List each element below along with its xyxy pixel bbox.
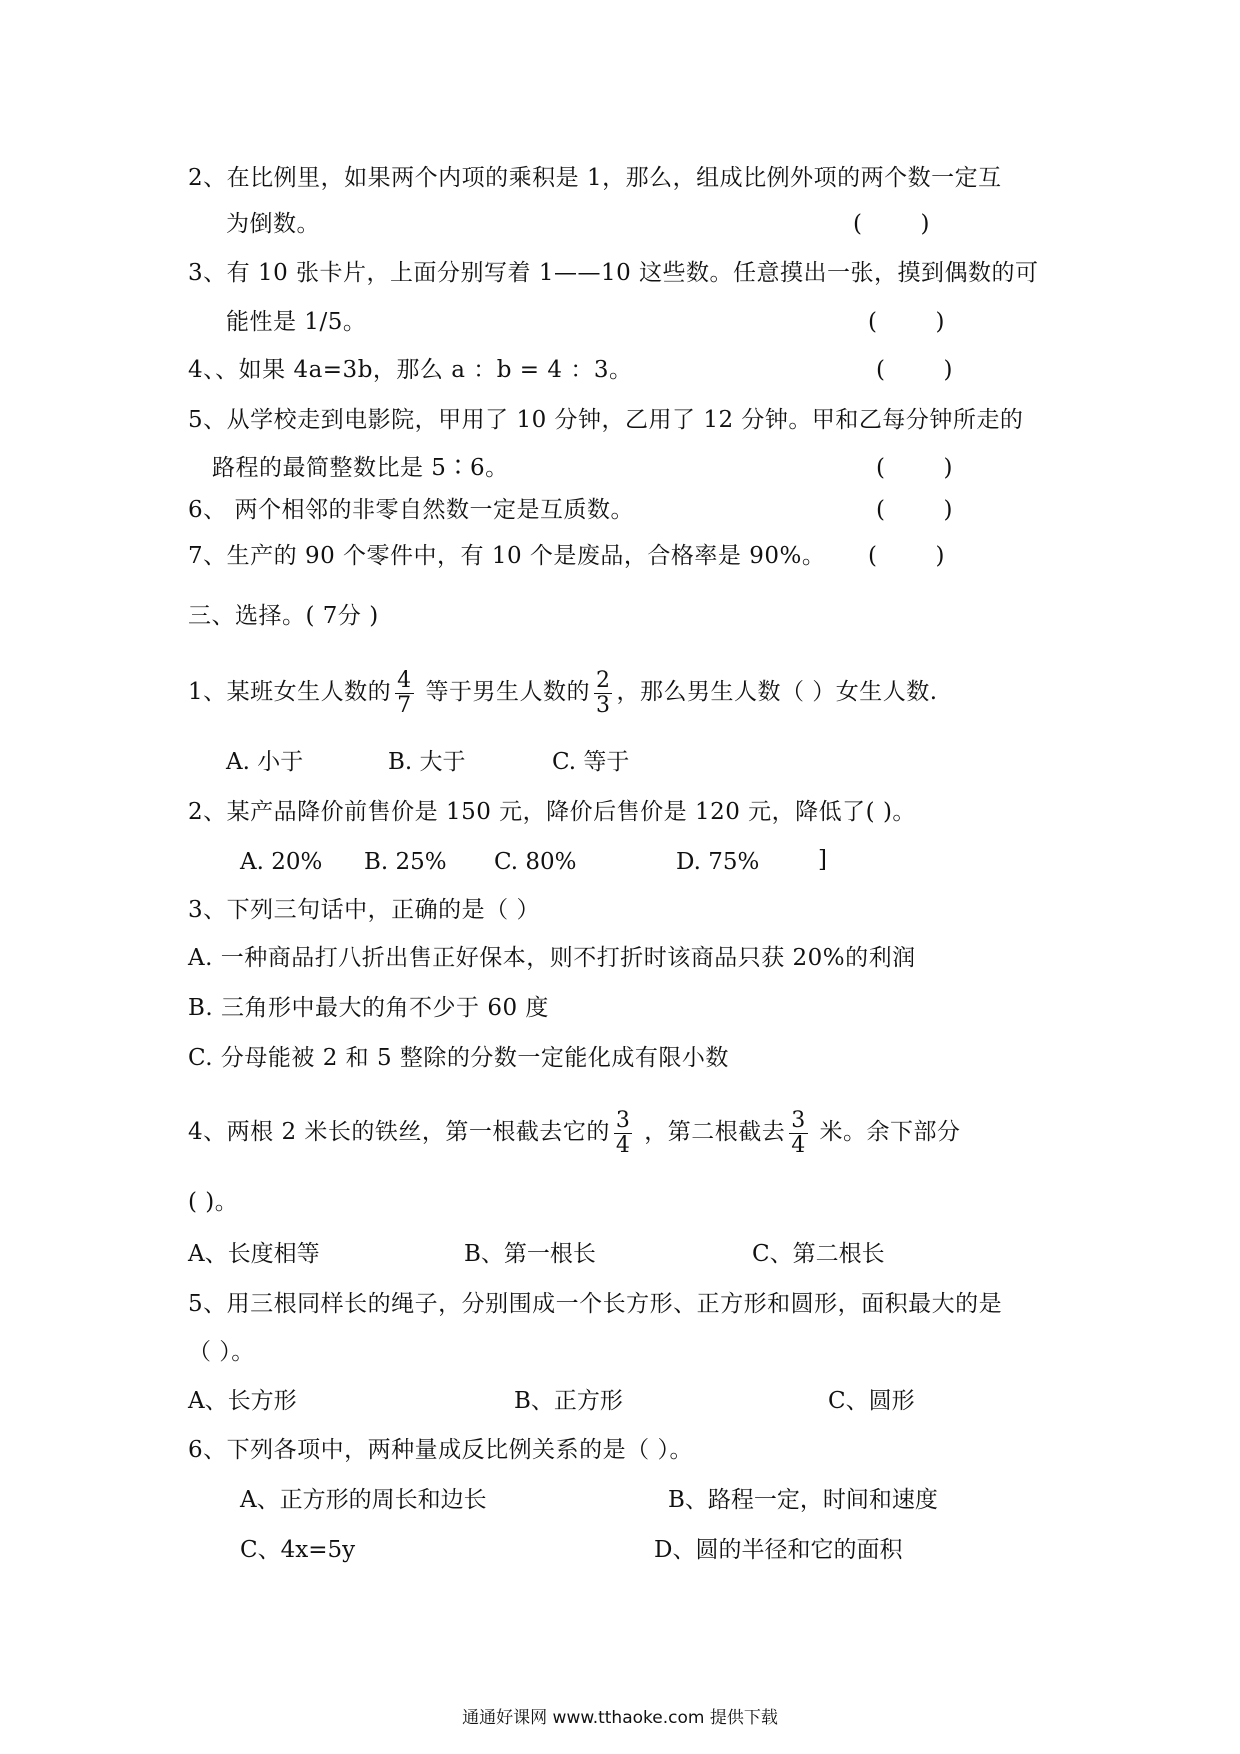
judge-q4-answer-paren: ( ) (876, 357, 953, 383)
choice-c1-stem (188, 662, 938, 722)
judge-q5-line2: 路程的最简整数比是 5∶6。 (212, 455, 509, 481)
fraction-denominator: 3 (595, 692, 611, 718)
judge-q5-answer-paren: ( ) (876, 455, 953, 481)
choice-c1-stem-pre: 1、某班女生人数的 (188, 679, 392, 705)
judge-q4-line1: 4、、如果 4a=3b，那么 a ：b = 4 ：3。 (188, 357, 633, 383)
choice-c4-stem-post: 米。余下部分 (811, 1119, 961, 1145)
judge-q3-line1: 3、有 10 张卡片，上面分别写着 1——10 这些数。任意摸出一张，摸到偶数的可 (188, 260, 1039, 286)
fraction-numerator: 2 (595, 667, 611, 693)
choice-c1-stem-mid: 等于男生人数的 (417, 679, 590, 705)
choice-c5-option-b: B、正方形 (514, 1388, 623, 1414)
fraction-denominator: 7 (397, 692, 412, 718)
choice-c2-option-d: D. 75% (676, 849, 760, 875)
choice-c1-option-b: B. 大于 (388, 749, 466, 775)
choice-c2-bracket: ] (818, 847, 827, 873)
choice-c2-stem: 2、某产品降价前售价是 150 元，降价后售价是 120 元，降低了( )。 (188, 799, 916, 825)
choice-c1-stem-post: ，那么男生人数（ ）女生人数. (616, 679, 938, 705)
choice-c5-option-c: C、圆形 (828, 1388, 915, 1414)
judge-q2-answer-paren: ( ) (853, 211, 930, 237)
choice-c4-option-b: B、第一根长 (464, 1241, 596, 1267)
judge-q5-line1: 5、从学校走到电影院，甲用了 10 分钟，乙用了 12 分钟。甲和乙每分钟所走的 (188, 407, 1024, 433)
choice-c6-option-b: B、路程一定，时间和速度 (668, 1487, 938, 1513)
choice-c2-option-c: C. 80% (494, 849, 577, 875)
fraction-two-thirds (594, 669, 613, 718)
fraction-four-sevenths (395, 669, 414, 718)
choice-c6-stem: 6、下列各项中，两种量成反比例关系的是（ ）。 (188, 1437, 693, 1463)
choice-c4-answer-paren: ( )。 (188, 1189, 239, 1215)
choice-c5-answer-paren: （ ）。 (188, 1339, 255, 1365)
fraction-numerator: 3 (615, 1107, 631, 1133)
fraction-denominator: 4 (615, 1132, 631, 1158)
judge-q3-answer-paren: ( ) (868, 309, 945, 335)
choice-c3-option-a: A. 一种商品打八折出售正好保本，则不打折时该商品只获 20%的利润 (188, 945, 916, 971)
judge-q7-line1: 7、生产的 90 个零件中，有 10 个是废品，合格率是 90%。 (188, 543, 826, 569)
fraction-numerator: 4 (397, 667, 412, 693)
judge-q6-answer-paren: ( ) (876, 497, 953, 523)
choice-c6-option-a: A、正方形的周长和边长 (240, 1487, 487, 1513)
choice-c4-stem (188, 1102, 961, 1162)
judge-q6-line1: 6、 两个相邻的非零自然数一定是互质数。 (188, 497, 634, 523)
choice-section-heading: 三、选择。( 7分 ) (188, 603, 379, 629)
judge-q2-line1: 2、在比例里，如果两个内项的乘积是 1，那么，组成比例外项的两个数一定互 (188, 165, 1002, 191)
choice-c5-line1: 5、用三根同样长的绳子，分别围成一个长方形、正方形和圆形，面积最大的是 (188, 1291, 1003, 1317)
choice-c1-option-c: C. 等于 (552, 749, 630, 775)
choice-c6-option-d: D、圆的半径和它的面积 (654, 1537, 903, 1563)
choice-c3-option-c: C. 分母能被 2 和 5 整除的分数一定能化成有限小数 (188, 1045, 729, 1071)
choice-c5-option-a: A、长方形 (188, 1388, 297, 1414)
fraction-denominator: 4 (791, 1132, 806, 1158)
choice-c1-option-a: A. 小于 (226, 749, 304, 775)
choice-c4-option-a: A、长度相等 (188, 1241, 320, 1267)
choice-c4-option-c: C、第二根长 (752, 1241, 885, 1267)
judge-q3-line2: 能性是 1/5。 (226, 309, 367, 335)
choice-c4-stem-pre: 4、两根 2 米长的铁丝，第一根截去它的 (188, 1119, 610, 1145)
page-footer: 通通好课网 www.tthaoke.com 提供下载 (462, 1708, 778, 1728)
choice-c2-option-b: B. 25% (364, 849, 447, 875)
choice-c2-option-a: A. 20% (240, 849, 323, 875)
choice-c4-stem-mid: ，第二根截去 (636, 1119, 786, 1145)
fraction-numerator: 3 (791, 1107, 806, 1133)
fraction-three-quarters-meter (789, 1109, 808, 1158)
fraction-three-quarters (614, 1109, 633, 1158)
choice-c3-stem: 3、下列三句话中，正确的是（ ） (188, 897, 540, 923)
choice-c3-option-b: B. 三角形中最大的角不少于 60 度 (188, 995, 549, 1021)
judge-q7-answer-paren: ( ) (868, 543, 945, 569)
judge-q2-line2: 为倒数。 (226, 211, 320, 237)
choice-c6-option-c: C、4x=5y (240, 1537, 356, 1563)
